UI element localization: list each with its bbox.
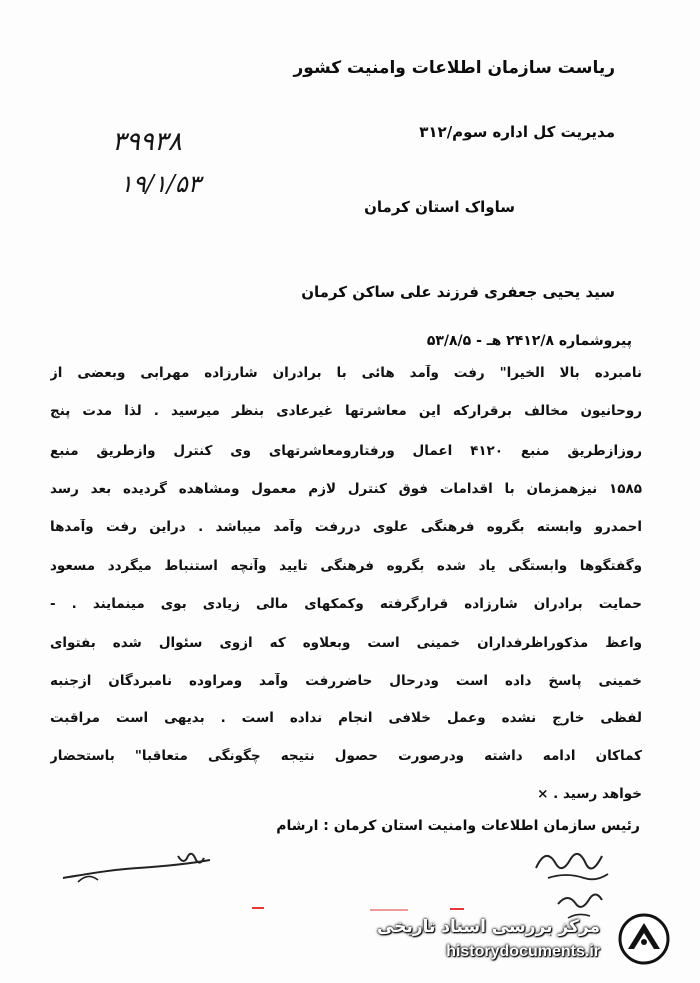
body-line: واعظ مذکوراظرفداران خمینی است وبعلاوه که ازوی سئوال شده بفتوای <box>50 635 642 651</box>
body-line: روحانیون مخالف برقرارکه این معاشرتها غیرعادی بنظر میرسید . لذا مدت پنج <box>50 403 642 419</box>
addressee-office: ساواک استان کرمان <box>364 198 515 216</box>
body-line: خمینی پاسخ داده است ودرحال حاضررفت وآمد ومراوده نامبردگان ازجنبه <box>50 673 642 689</box>
recipient-line: سید یحیی جعفری فرزند علی ساکن کرمان <box>301 283 615 301</box>
body-line: وگفتگوها وابستگی یاد شده بگروه فرهنگی تایید وآنچه استنباط میگردد مسعود <box>50 558 642 574</box>
watermark-url: historydocuments.ir <box>446 943 600 960</box>
body-line: احمدرو وابسته بگروه فرهنگی علوی دررفت وآمد میباشد . دراین رفت وآمدها <box>50 519 642 535</box>
watermark-title: مرکز بررسی اسناد تاریخی <box>377 917 600 937</box>
body-line: ۱۵۸۵ نیزهمزمان با اقدامات فوق کنترل لازم معمول ومشاهده گردیده بعد رسد <box>50 481 642 497</box>
signature-scribble-left <box>58 848 218 888</box>
handwritten-number: ۳۹۹۳۸ <box>112 127 182 157</box>
department-line: مدیریت کل اداره سوم/۳۱۲ <box>419 123 615 141</box>
archive-logo-icon <box>614 911 674 967</box>
body-line: خواهد رسید . × <box>537 786 642 802</box>
org-title: ریاست سازمان اطلاعات وامنیت کشور <box>293 58 615 78</box>
body-line: روزازطریق منبع ۴۱۲۰ اعمال ورفتارومعاشرتهای وی کنترل وازطریق منبع <box>50 443 642 459</box>
body-line: کماکان ادامه داشته ودرصورت حصول نتیجه چگونگی متعاقبا" باستحضار <box>50 748 642 764</box>
body-line: حمایت برادران شارزاده قرارگرفته وکمکهای مالی زیادی بوی مینمایند . - <box>50 596 642 612</box>
handwritten-date: ۱۹/۱/۵۳ <box>120 170 201 198</box>
reference-line: پیروشماره ۲۴۱۲/۸ هـ - ۵۳/۸/۵ <box>426 333 632 349</box>
signature-line: رئیس سازمان اطلاعات وامنیت استان کرمان : ارشام <box>276 818 640 834</box>
body-line: لفظی خارج نشده وعمل خلافی انجام نداده است . بدیهی است مراقبت <box>50 710 642 726</box>
body-line: نامبرده بالا الخیرا" رفت وآمد هائی با برادران شارزاده مهرابی وبعضی از <box>50 365 642 381</box>
watermark <box>377 909 682 969</box>
